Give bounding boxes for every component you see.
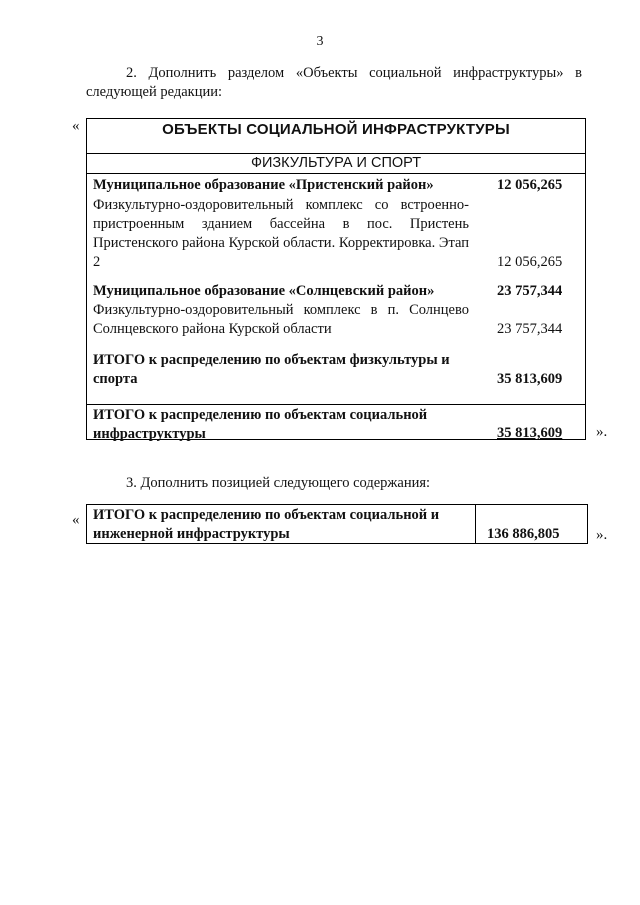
- infrastructure-total-value: 136 886,805: [487, 526, 560, 542]
- paragraph-2: 2. Дополнить разделом «Объекты социальной инфраструктуры» в следующей редакции:: [86, 65, 582, 100]
- total-value: 35 813,609: [497, 425, 563, 441]
- municipality-name: Муниципальное образование «Солнцевский район»: [93, 283, 435, 299]
- table-title: ОБЪЕКТЫ СОЦИАЛЬНОЙ ИНФРАСТРУКТУРЫ: [162, 121, 510, 138]
- project-description: Физкультурно-оздоровительный комплекс со встроенно-пристроенным зданием бассейна в пос. Пристень Пристенского района Курской области. Корректировка. Этап 2: [93, 197, 469, 270]
- paragraph-3: 3. Дополнить позицией следующего содержания:: [126, 475, 431, 491]
- social-infrastructure-table: [86, 118, 586, 440]
- table-divider: [87, 153, 585, 154]
- table-divider: [87, 173, 585, 174]
- municipality-name: Муниципальное образование «Пристенский район»: [93, 177, 434, 193]
- project-amount: 12 056,265: [497, 254, 563, 270]
- section-heading: ФИЗКУЛЬТУРА И СПОРТ: [250, 155, 422, 171]
- opening-quote: «: [72, 118, 80, 134]
- municipality-total: 23 757,344: [497, 283, 563, 299]
- project-amount: 23 757,344: [497, 321, 563, 337]
- infrastructure-total-label: ИТОГО к распределению по объектам социальной и инженерной инфраструктуры: [93, 507, 440, 542]
- opening-quote: «: [72, 512, 80, 528]
- page-number: 3: [316, 34, 324, 49]
- project-description: Физкультурно-оздоровительный комплекс в п. Солнцево Солнцевского района Курской области: [93, 302, 469, 337]
- subtotal-label: ИТОГО к распределению по объектам физкультуры и спорта: [93, 352, 450, 387]
- total-label: ИТОГО к распределению по объектам социальной инфраструктуры: [93, 407, 428, 442]
- closing-quote: ».: [596, 527, 608, 543]
- table-divider: [475, 505, 476, 543]
- municipality-total: 12 056,265: [497, 177, 563, 193]
- infrastructure-total-table: [86, 504, 588, 544]
- closing-quote: ».: [596, 424, 608, 440]
- subtotal-value: 35 813,609: [497, 371, 563, 387]
- table-divider: [87, 404, 585, 405]
